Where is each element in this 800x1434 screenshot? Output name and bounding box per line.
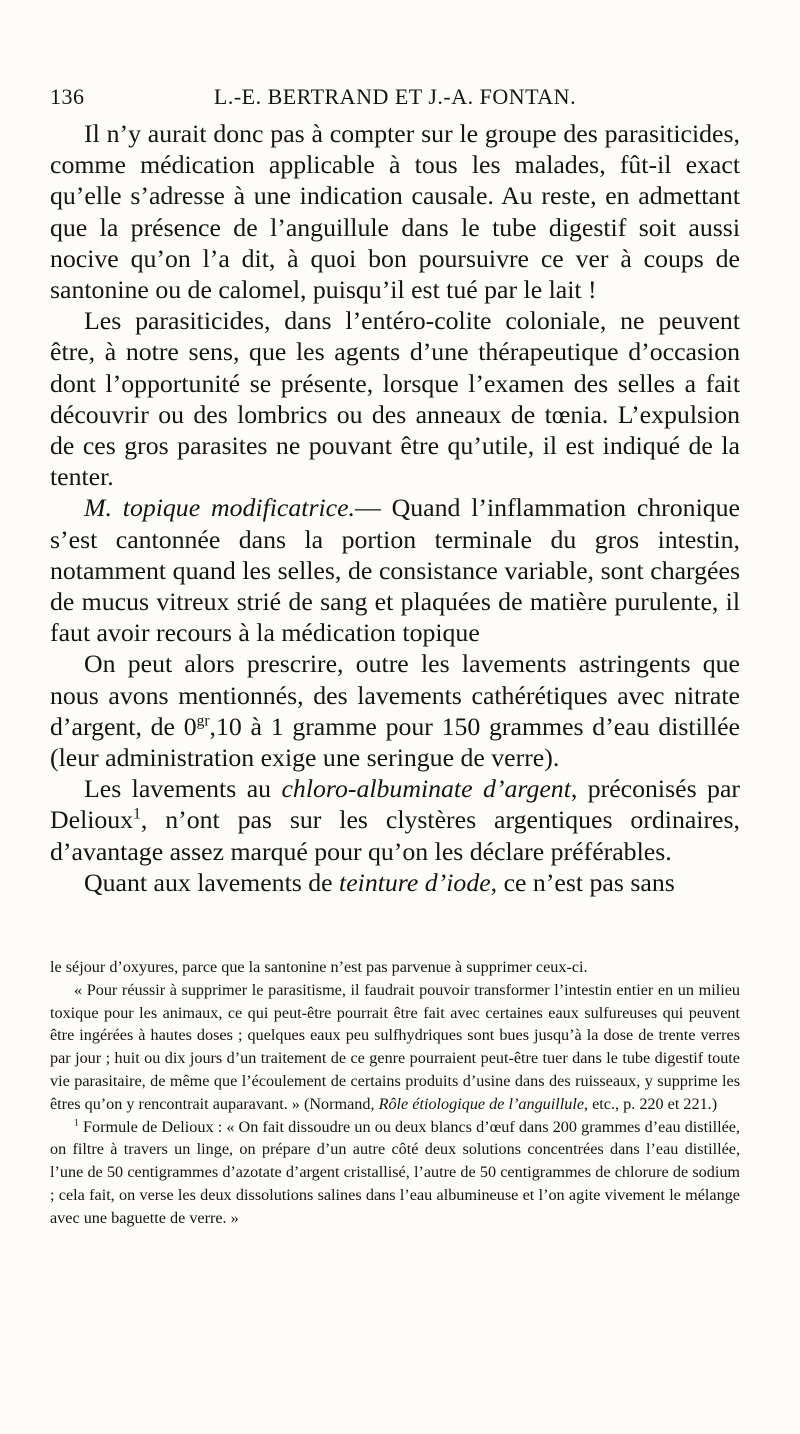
footnote-delioux-formula bbox=[50, 1116, 740, 1230]
footnote-marker: 1 bbox=[133, 805, 141, 823]
citation-title: Rôle étiologique de l’anguillule bbox=[378, 1094, 585, 1113]
paragraph-text: On peut alors prescrire, outre les lavements astringents que nous avons mentionnés, des lavements cathérétiques avec nitrate d’argent, de 0 bbox=[50, 649, 740, 741]
running-head bbox=[50, 84, 740, 116]
paragraph-topical-medication bbox=[50, 492, 740, 648]
section-heading-topique: M. topique modificatrice. bbox=[84, 493, 355, 523]
footnote-text: , etc., p. 220 et 221.) bbox=[584, 1094, 718, 1113]
paragraph-text: Quant aux lavements de bbox=[84, 867, 340, 897]
paragraph-chloro-albuminate bbox=[50, 773, 740, 867]
paragraph-text: , préconisés par Delioux bbox=[50, 774, 740, 835]
paragraph-text: Les lavements au bbox=[84, 774, 282, 804]
emphasis-chloro-albuminate: chloro-albuminate d’argent bbox=[281, 774, 571, 804]
unit-superscript: gr bbox=[196, 712, 210, 730]
footnotes bbox=[50, 956, 740, 1230]
running-title: L.-E. BERTRAND ET J.-A. FONTAN. bbox=[213, 84, 577, 109]
page-number: 136 bbox=[50, 84, 85, 109]
footnote-normand-quote bbox=[50, 979, 740, 1116]
paragraph-text: — Quand l’inflammation chronique s’est cantonnée dans la portion terminale du gros intestin, notamment quand les selles, de consistance variable, sont chargées de mucus vitreux strié de sang et plaquées de matière purulente, il faut avoir recours à la médication topique bbox=[50, 493, 740, 648]
paragraph-cauterizing-enemas bbox=[50, 648, 740, 773]
paragraph-iodine-enemas bbox=[50, 867, 740, 898]
footnote-continuation: le séjour d’oxyures, parce que la santonine n’est pas parvenue à supprimer ceux-ci. bbox=[50, 958, 588, 976]
footnote-number: 1 bbox=[74, 1117, 79, 1129]
paragraph-parasiticides-intro: Il n’y aurait donc pas à compter sur le groupe des parasiticides, comme médication applicable à tous les malades, fût-il exact qu’elle s’adresse à une indication causale. Au reste, en admettant que la présence de l’anguillule dans le tube digestif soit aussi nocive qu’on l’a dit, à quoi bon poursuivre ce ver à coups de santonine ou de calomel, puisqu’il est tué par le lait ! bbox=[50, 119, 740, 305]
emphasis-teinture-iode: teinture d’iode bbox=[339, 867, 491, 897]
paragraph-text: , n’ont pas sur les clystères argentiques ordinaires, d’avantage assez marqué pour qu’on les déclare préférables. bbox=[50, 805, 740, 866]
main-text bbox=[50, 118, 740, 898]
paragraph-text: , ce n’est pas sans bbox=[490, 867, 675, 897]
footnote-text: « Pour réussir à supprimer le parasitisme, il faudrait pouvoir transformer l’intestin entier en un milieu toxique pour les animaux, ce qui peut-être pourrait être fait avec certaines eaux sulfureuses qui peuvent être ingérées à hautes doses ; quelques eaux peu sulfhydriques sont bues jusqu’à la dose de trente verres par jour ; huit ou dix jours d’un traitement de ce genre pourraient peut-être tuer dans le tube digestif toute vie parasitaire, de même que l’écoulement de certains produits d’usine dans des ruisseaux, y supprime les êtres qu’on y rencontrait auparavant. » (Normand, bbox=[50, 980, 740, 1113]
paragraph-text: ,10 à 1 gramme pour 150 grammes d’eau distillée (leur administration exige une seringue de verre). bbox=[50, 711, 740, 773]
footnote-text: Formule de Delioux : « On fait dissoudre un ou deux blancs d’œuf dans 200 grammes d’eau distillée, on filtre à travers un linge, on prépare d’un autre côté deux solutions concentrées dans l’eau distillée, l’une de 50 centigrammes d’azotate d’argent cristallisé, l’autre de 50 centigrammes de chlorure de sodium ; cela fait, on verse les deux dissolutions salines dans l’eau albumineuse et l’on agite vivement le mélange avec une baguette de verre. » bbox=[50, 1117, 740, 1227]
paragraph-parasiticides-occasion: Les parasiticides, dans l’entéro-colite coloniale, ne peuvent être, à notre sens, que les agents d’une thérapeutique d’occasion dont l’opportunité se présente, lorsque l’examen des selles a fait découvrir ou des lombrics ou des anneaux de tœnia. L’expulsion de ces gros parasites ne pouvant être qu’utile, il est indiqué de la tenter. bbox=[50, 306, 740, 492]
